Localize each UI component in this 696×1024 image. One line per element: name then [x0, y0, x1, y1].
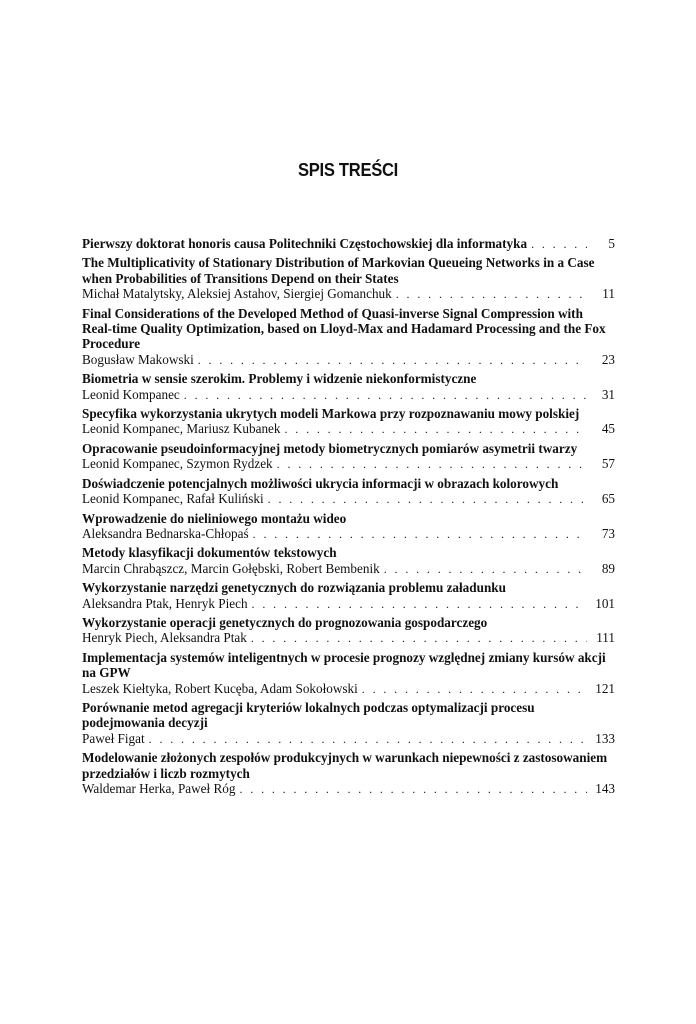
toc-entry-authors: Leonid Kompanec, Mariusz Kubanek [82, 421, 281, 437]
toc-entry-title: The Multiplicativity of Stationary Distribution of Markovian Queueing Networks in a Case when Probabilities of Transitions Depend on their States [82, 255, 595, 286]
toc-entry[interactable] [82, 406, 615, 438]
leader-dots [268, 492, 587, 507]
toc-entry-title: Porównanie metod agregacji kryteriów lokalnych podczas optymalizacji procesu podejmowania decyzji [82, 699, 535, 731]
page-number: 73 [601, 525, 615, 541]
toc-entry-title: Implementacja systemów inteligentnych w procesie prognozy względnej zmiany kursów akcji na GPW [82, 649, 606, 681]
toc-entry-line [82, 456, 615, 472]
toc-entry-authors: Michał Matalytsky, Aleksiej Astahov, Siergiej Gomanchuk [82, 286, 392, 302]
toc-entry[interactable] [82, 371, 615, 403]
toc-entry-title: Wprowadzenie do nieliniowego montażu wideo [82, 510, 347, 526]
toc-entry-authors: Leonid Kompanec, Szymon Rydzek [82, 456, 273, 472]
toc-entry-line [82, 387, 615, 403]
toc-entry-title: Modelowanie złożonych zespołów produkcyjnych w warunkach niepewności z zastosowaniem przedziałów i liczb rozmytych [82, 750, 608, 781]
page-title: SPIS TREŚCI [297, 160, 399, 180]
toc-entry-authors: Leonid Kompanec, Rafał Kuliński [82, 491, 264, 507]
leader-dots [384, 562, 587, 577]
page-number: 111 [596, 630, 615, 646]
toc-entry-authors: Leszek Kiełtyka, Robert Kucęba, Adam Sokołowski [82, 680, 358, 696]
leader-dots [184, 388, 587, 403]
toc-entry-line [82, 236, 615, 252]
toc-entry-title: Pierwszy doktorat honoris causa Politechniki Częstochowskiej dla informatyka [82, 236, 528, 251]
toc-entry-authors: Leonid Kompanec [82, 386, 180, 402]
toc-entry[interactable] [82, 700, 615, 747]
toc-entry-authors: Aleksandra Bednarska-Chłopaś [82, 525, 249, 541]
toc-entry-title: Wykorzystanie narzędzi genetycznych do rozwiązania problemu załadunku [82, 580, 506, 596]
toc-entry-title: Biometria w sensie szerokim. Problemy i widzenie niekonformistyczne [82, 371, 477, 387]
leader-dots [239, 782, 587, 797]
leader-dots [252, 597, 587, 612]
leader-dots [362, 682, 587, 697]
page-number: 89 [601, 560, 615, 576]
page-number: 31 [601, 386, 615, 402]
toc-entry-title: Doświadczenie potencjalnych możliwości ukrycia informacji w obrazach kolorowych [82, 475, 559, 491]
leader-dots [251, 631, 587, 646]
toc-entry-line [82, 561, 615, 577]
toc-entry-authors: Paweł Figat [82, 730, 145, 746]
toc-entry-authors: Waldemar Herka, Paweł Róg [82, 781, 236, 796]
toc-entry[interactable] [82, 441, 615, 473]
leader-dots [284, 422, 587, 437]
leader-dots [531, 237, 587, 252]
toc-entry[interactable] [82, 615, 615, 647]
toc-entry-line [82, 421, 615, 437]
toc-entry[interactable] [82, 511, 615, 543]
leader-dots [396, 287, 587, 302]
toc-entry-title: Metody klasyfikacji dokumentów tekstowych [82, 545, 337, 561]
toc-entry-line [82, 491, 615, 507]
leader-dots [253, 527, 587, 542]
toc-entry-title: Wykorzystanie operacji genetycznych do prognozowania gospodarczego [82, 614, 488, 630]
page-number: 57 [601, 456, 615, 472]
page-number: 45 [601, 421, 615, 437]
toc-entry-line [82, 781, 615, 797]
toc-entry-authors: Henryk Piech, Aleksandra Ptak [82, 630, 247, 646]
toc-entry-line [82, 286, 615, 302]
leader-dots [149, 732, 587, 747]
toc-entry[interactable] [82, 650, 615, 697]
toc-entry-title: Opracowanie pseudoinformacyjnej metody biometrycznych pomiarów asymetrii twarzy [82, 440, 578, 456]
toc-entry[interactable] [82, 236, 615, 252]
page-number: 23 [601, 351, 615, 367]
toc-entry-line [82, 596, 615, 612]
toc-entry[interactable] [82, 306, 615, 369]
toc-entry-authors: Bogusław Makowski [82, 351, 194, 367]
toc-entry-line [82, 526, 615, 542]
page-number: 65 [601, 491, 615, 507]
table-of-contents [82, 236, 615, 800]
page-number: 121 [595, 680, 615, 696]
page-number: 143 [595, 781, 615, 796]
page-number: 133 [595, 730, 615, 746]
toc-entry-title: Final Considerations of the Developed Method of Quasi-inverse Signal Compression with Real-time Quality Optimization, based on Lloyd-Max and Hadamard Processing and the Fox Procedure [82, 305, 606, 352]
toc-entry[interactable] [82, 580, 615, 612]
toc-entry-authors: Marcin Chrabąszcz, Marcin Gołębski, Robert Bembenik [82, 560, 380, 576]
page-number: 5 [608, 236, 615, 251]
toc-entry[interactable] [82, 476, 615, 508]
toc-entry-authors: Aleksandra Ptak, Henryk Piech [82, 595, 248, 611]
toc-entry[interactable] [82, 750, 615, 797]
leader-dots [198, 353, 587, 368]
page-number: 101 [595, 595, 615, 611]
page-number: 11 [602, 286, 615, 302]
toc-entry-line [82, 352, 615, 368]
toc-entry-line [82, 681, 615, 697]
toc-entry[interactable] [82, 255, 615, 302]
toc-entry-line [82, 630, 615, 646]
toc-entry-line [82, 731, 615, 747]
leader-dots [277, 457, 587, 472]
toc-entry-title: Specyfika wykorzystania ukrytych modeli Markowa przy rozpoznawaniu mowy polskiej [82, 406, 580, 422]
toc-entry[interactable] [82, 545, 615, 577]
